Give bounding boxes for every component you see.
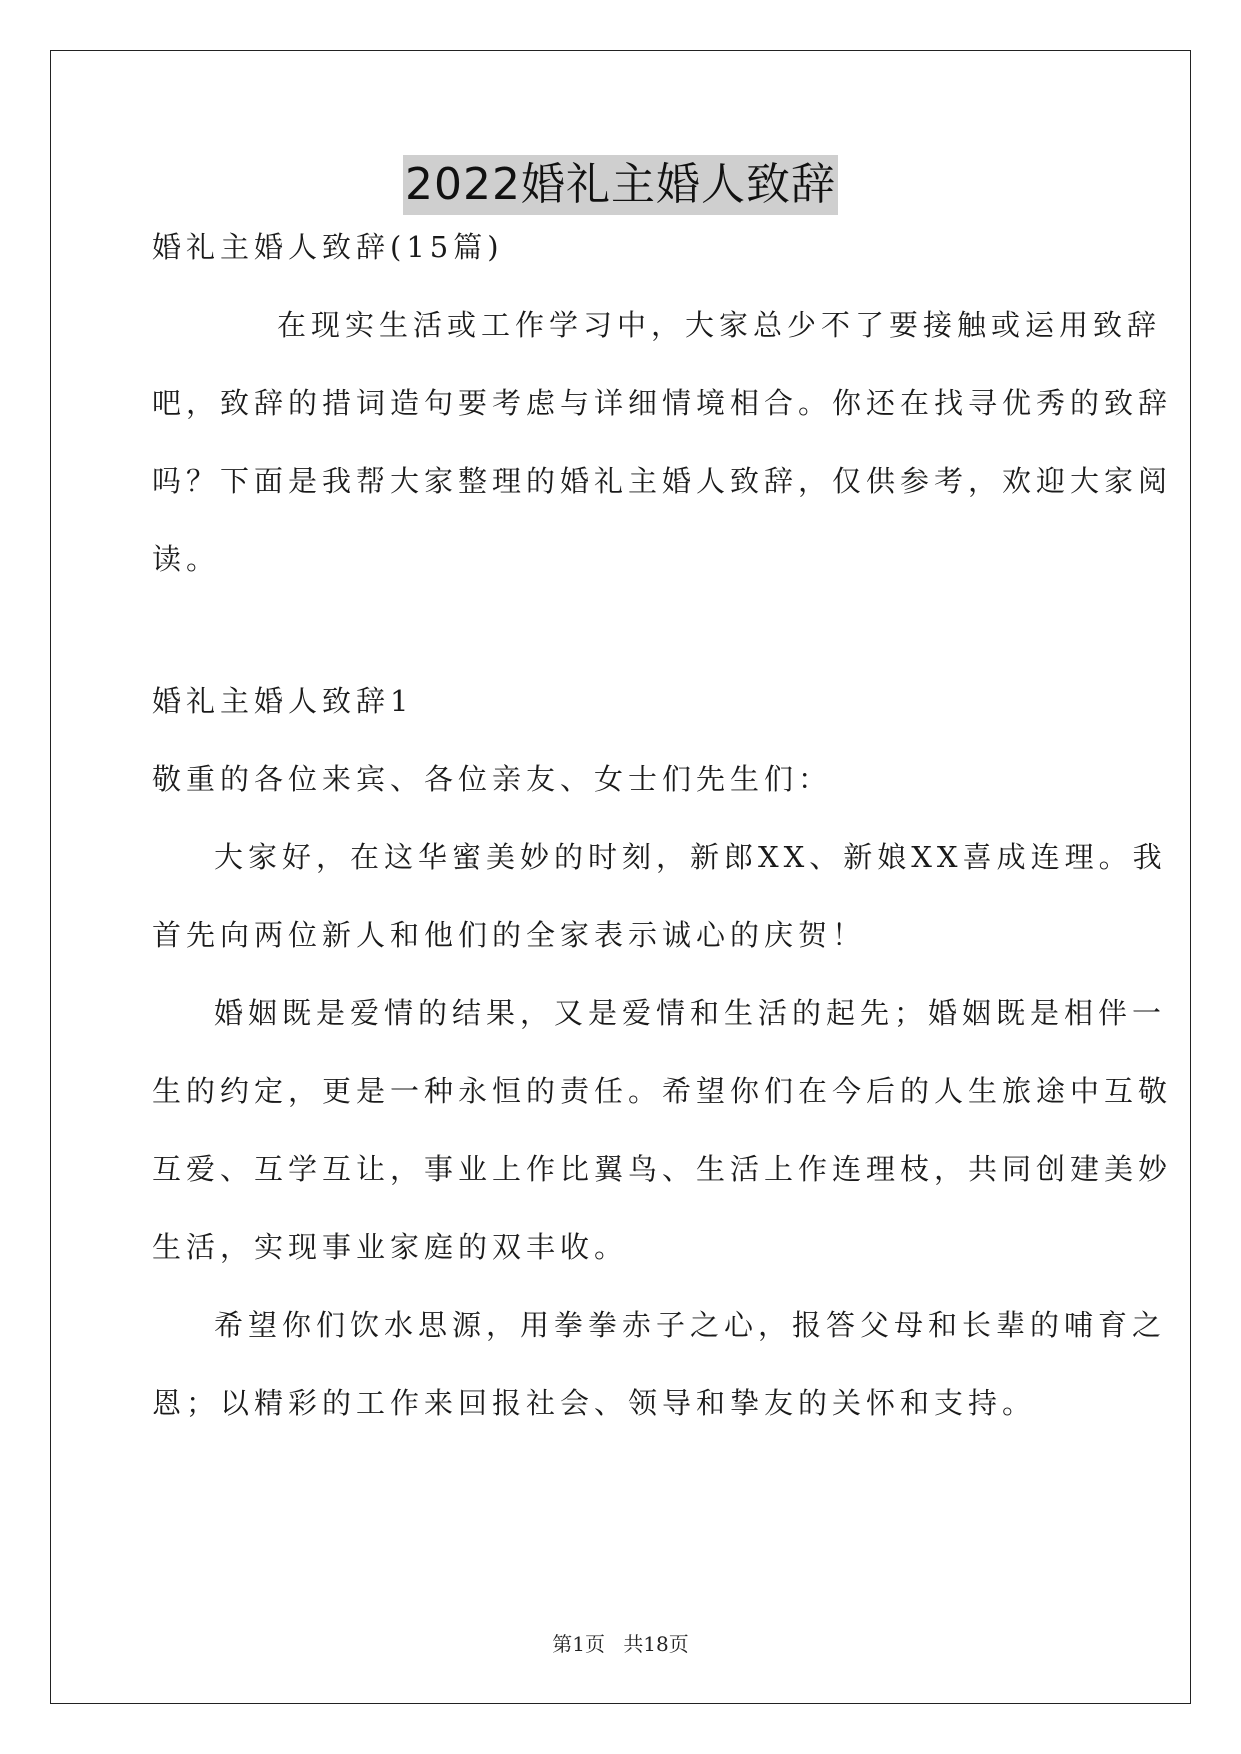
page-number-current: 第1页 bbox=[552, 1632, 605, 1656]
section-heading: 婚礼主婚人致辞1 bbox=[152, 684, 414, 718]
paragraph-line: 吧，致辞的措词造句要考虑与详细情境相合。你还在找寻优秀的致辞 bbox=[152, 386, 1173, 420]
paragraph-line: 首先向两位新人和他们的全家表示诚心的庆贺！ bbox=[152, 918, 867, 952]
paragraph-line: 互爱、互学互让，事业上作比翼鸟、生活上作连理枝，共同创建美妙 bbox=[152, 1152, 1173, 1186]
paragraph-line: 生的约定，更是一种永恒的责任。希望你们在今后的人生旅途中互敬 bbox=[152, 1074, 1173, 1108]
document-title: 2022婚礼主婚人致辞 bbox=[403, 155, 838, 215]
paragraph-line: 吗？下面是我帮大家整理的婚礼主婚人致辞，仅供参考，欢迎大家阅 bbox=[152, 464, 1173, 498]
paragraph-line: 在现实生活或工作学习中，大家总少不了要接触或运用致辞 bbox=[277, 308, 1162, 342]
paragraph-line: 希望你们饮水思源，用拳拳赤子之心，报答父母和长辈的哺育之 bbox=[214, 1308, 1167, 1342]
subtitle-line: 婚礼主婚人致辞(15篇) bbox=[152, 230, 504, 264]
title-container bbox=[0, 155, 1241, 215]
paragraph-line: 恩；以精彩的工作来回报社会、领导和挚友的关怀和支持。 bbox=[152, 1386, 1037, 1420]
paragraph-line: 大家好，在这华蜜美妙的时刻，新郎XX、新娘XX喜成连理。我 bbox=[214, 840, 1167, 874]
paragraph-line: 读。 bbox=[152, 542, 221, 576]
page-border bbox=[50, 50, 1191, 1704]
page-number-total: 共18页 bbox=[623, 1632, 689, 1656]
page-footer bbox=[0, 1628, 1241, 1657]
paragraph-line: 生活，实现事业家庭的双丰收。 bbox=[152, 1230, 629, 1264]
salutation-line: 敬重的各位来宾、各位亲友、女士们先生们： bbox=[152, 762, 833, 796]
paragraph-line: 婚姻既是爱情的结果，又是爱情和生活的起先；婚姻既是相伴一 bbox=[214, 996, 1167, 1030]
